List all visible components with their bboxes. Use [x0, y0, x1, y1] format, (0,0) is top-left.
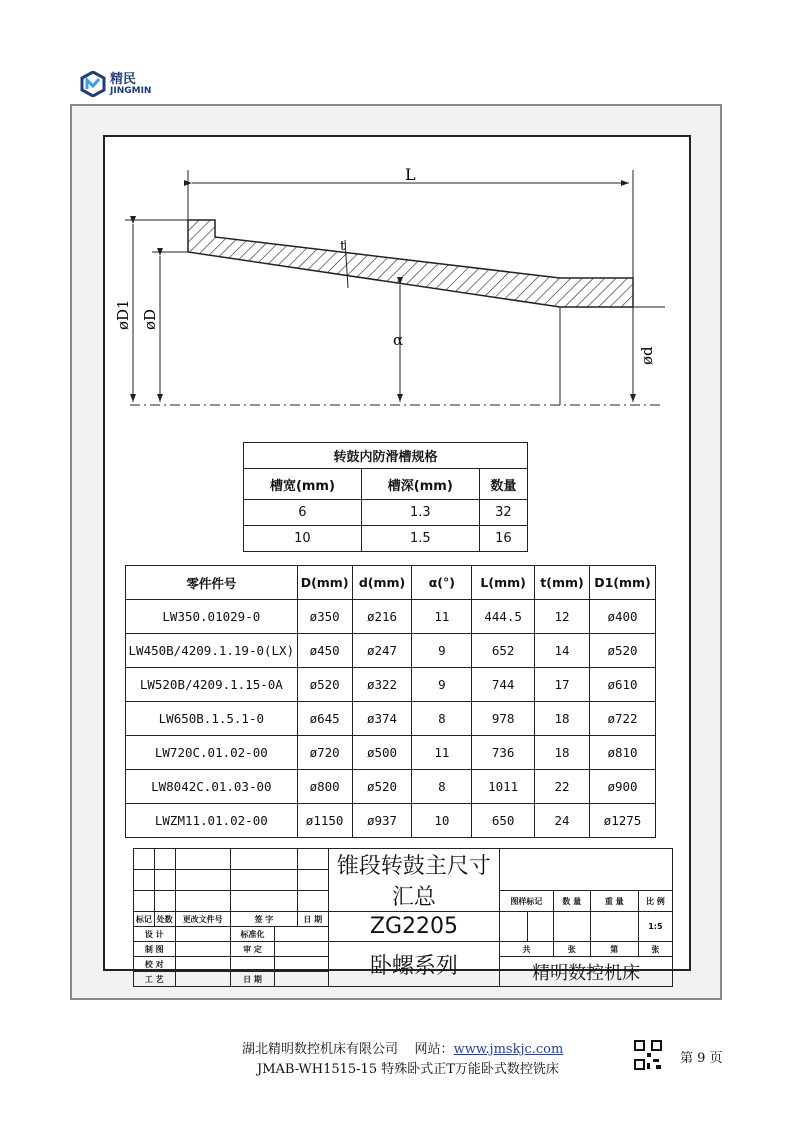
header: 槽深(mm): [361, 469, 479, 500]
cell: 650: [472, 804, 535, 838]
cell: ø722: [589, 702, 655, 736]
cell: 22: [535, 770, 590, 804]
footer-company: 湖北精明数控机床有限公司: [242, 1042, 399, 1057]
table-row: [244, 526, 528, 552]
cell: ø1275: [589, 804, 655, 838]
role: 审 定: [230, 942, 274, 957]
cell: 1011: [472, 770, 535, 804]
cell: 12: [535, 600, 590, 634]
cell: 11: [412, 600, 472, 634]
cell: 8: [412, 770, 472, 804]
cell: ø1150: [297, 804, 352, 838]
company-cell: 精明数控机床: [500, 957, 673, 987]
cell: 8: [412, 702, 472, 736]
role: 制 图: [134, 942, 176, 957]
cell: α(°): [412, 566, 472, 600]
drawing-title: 锥段转鼓主尺寸汇总: [328, 849, 500, 912]
cell: 14: [535, 634, 590, 668]
logo-cn: 精民: [110, 71, 137, 87]
rev-h: 更改文件号: [175, 912, 230, 927]
spec-table: [243, 442, 528, 552]
cell: ø900: [589, 770, 655, 804]
table-row: [126, 600, 656, 634]
sheet: 张: [638, 942, 672, 957]
role: 工 艺: [134, 972, 176, 987]
label-alpha: α: [393, 331, 404, 349]
label-D: øD: [141, 308, 159, 330]
cell: ø520: [352, 770, 412, 804]
rh: 重 量: [590, 891, 638, 912]
cell: ø374: [352, 702, 412, 736]
cell: D1(mm): [589, 566, 655, 600]
sheet: 第: [590, 942, 638, 957]
cell: ø810: [589, 736, 655, 770]
cell: ø610: [589, 668, 655, 702]
role: 设 计: [134, 927, 176, 942]
sheet: 共: [500, 942, 553, 957]
cell: 9: [412, 634, 472, 668]
cell: 744: [472, 668, 535, 702]
parts-table: [125, 565, 656, 838]
cell: 11: [412, 736, 472, 770]
drawing-code: ZG2205: [328, 912, 500, 942]
cell: 17: [535, 668, 590, 702]
table-row: [244, 500, 528, 526]
cell: ø322: [352, 668, 412, 702]
cell: 24: [535, 804, 590, 838]
cell: 10: [412, 804, 472, 838]
cell: LW520B/4209.1.15-0A: [126, 668, 298, 702]
header: 槽宽(mm): [244, 469, 362, 500]
cell: LW350.01029-0: [126, 600, 298, 634]
label-D1: øD1: [114, 299, 132, 330]
rev-h: 日 期: [297, 912, 328, 927]
footer-model: JMAB-WH1515-15 特殊卧式正T万能卧式数控铣床: [257, 1062, 559, 1077]
label-L: L: [405, 165, 416, 184]
cell: LW8042C.01.03-00: [126, 770, 298, 804]
cell: ø400: [589, 600, 655, 634]
role: 校 对: [134, 957, 176, 972]
cell: ø500: [352, 736, 412, 770]
table-row: [126, 736, 656, 770]
qr-code-icon: [634, 1040, 662, 1070]
cell: 18: [535, 702, 590, 736]
rev-h: 签 字: [230, 912, 297, 927]
role: 标准化: [230, 927, 274, 942]
label-d: ød: [638, 346, 656, 365]
cell: ø520: [297, 668, 352, 702]
rh: 比 例: [638, 891, 672, 912]
label-t: t: [340, 239, 346, 254]
spec-title: 转鼓内防滑槽规格: [244, 443, 528, 469]
cell: LW650B.1.5.1-0: [126, 702, 298, 736]
cell: 10: [244, 526, 362, 552]
cell: ø645: [297, 702, 352, 736]
title-block: [133, 848, 673, 987]
cell: 978: [472, 702, 535, 736]
rh: 数 量: [553, 891, 590, 912]
header: 数量: [479, 469, 527, 500]
cone-drum-drawing: [0, 0, 800, 430]
role: 日 期: [230, 972, 274, 987]
site-label: 网站：: [414, 1042, 454, 1057]
cell: LW720C.01.02-00: [126, 736, 298, 770]
cell: 652: [472, 634, 535, 668]
table-row: [126, 702, 656, 736]
cell: 32: [479, 500, 527, 526]
cell: 736: [472, 736, 535, 770]
cell: ø450: [297, 634, 352, 668]
table-row: [126, 770, 656, 804]
cell: LW450B/4209.1.19-0(LX): [126, 634, 298, 668]
cell: ø247: [352, 634, 412, 668]
cell: 444.5: [472, 600, 535, 634]
rev-h: 标记: [134, 912, 155, 927]
page-number: 第 9 页: [680, 1051, 723, 1066]
cell: 9: [412, 668, 472, 702]
rh: 图样标记: [500, 891, 553, 912]
cell: ø937: [352, 804, 412, 838]
cell: 18: [535, 736, 590, 770]
cell: 6: [244, 500, 362, 526]
table-row: [126, 634, 656, 668]
series: 卧螺系列: [328, 942, 500, 987]
rev-h: 处数: [154, 912, 175, 927]
header-row: [126, 566, 656, 600]
table-row: [126, 804, 656, 838]
drum-section: [188, 220, 633, 307]
table-row: [126, 668, 656, 702]
cell: 16: [479, 526, 527, 552]
cell: L(mm): [472, 566, 535, 600]
cell: ø800: [297, 770, 352, 804]
cell: 零件件号: [126, 566, 298, 600]
scale: 1:5: [638, 912, 672, 942]
cell: ø216: [352, 600, 412, 634]
cell: d(mm): [352, 566, 412, 600]
cell: LWZM11.01.02-00: [126, 804, 298, 838]
cell: ø350: [297, 600, 352, 634]
cell: D(mm): [297, 566, 352, 600]
cell: ø720: [297, 736, 352, 770]
cell: t(mm): [535, 566, 590, 600]
logo-en: JINGMIN: [110, 85, 152, 96]
website-link[interactable]: www.jmskjc.com: [453, 1042, 564, 1057]
cell: 1.3: [361, 500, 479, 526]
sheet: 张: [553, 942, 590, 957]
cell: ø520: [589, 634, 655, 668]
cell: 1.5: [361, 526, 479, 552]
